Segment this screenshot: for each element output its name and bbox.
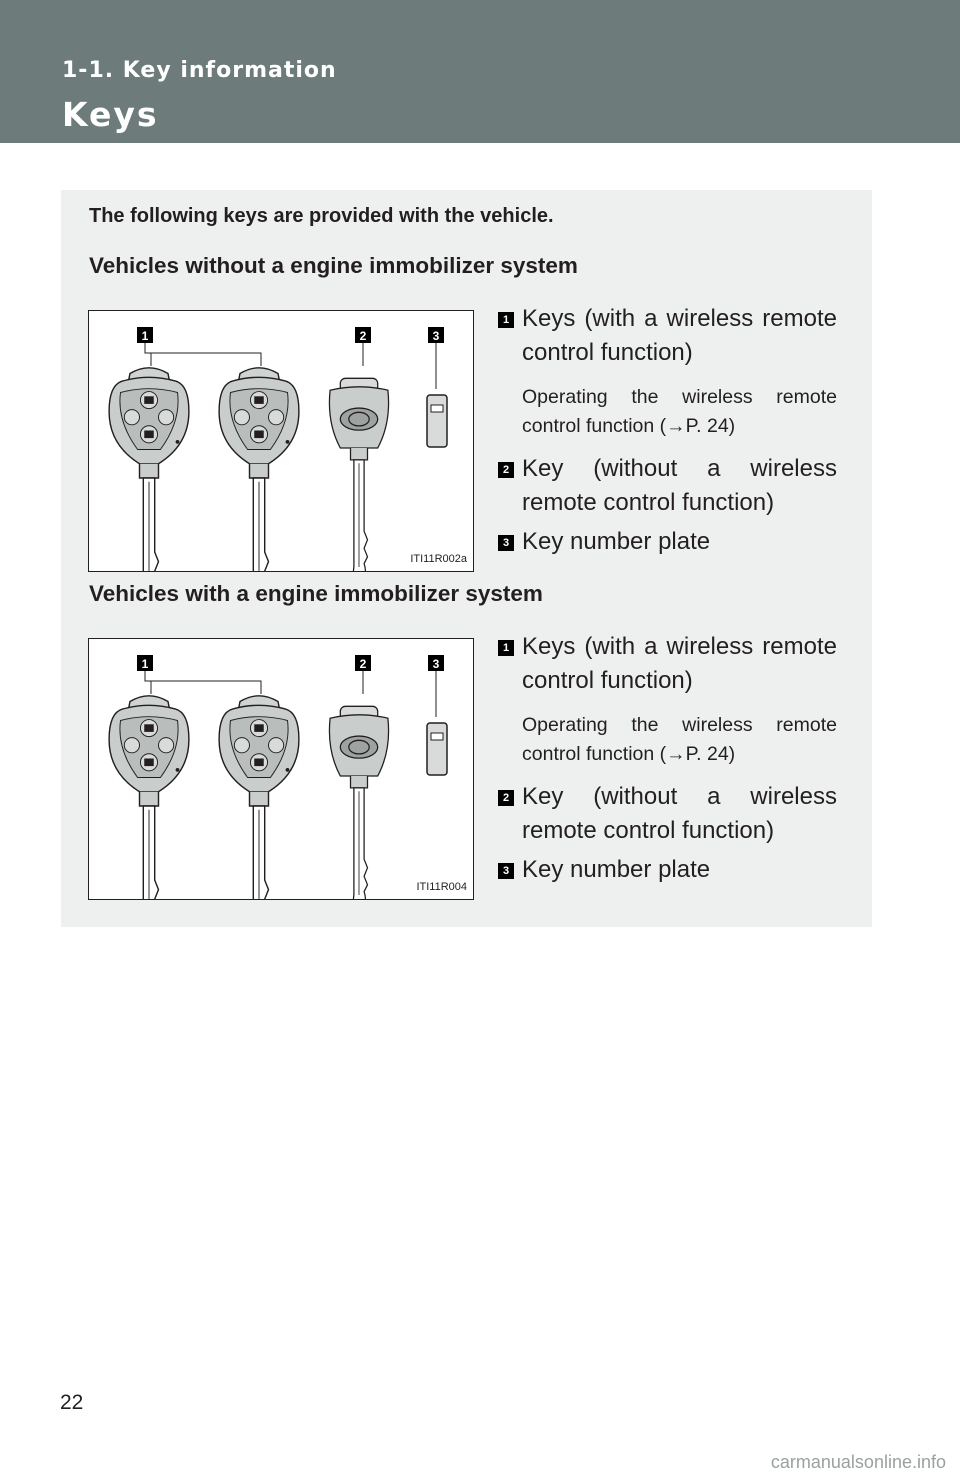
callout-label: Keys (with a wireless remote control function) (522, 305, 837, 366)
chapter-header (0, 0, 960, 143)
section-heading-without-immobilizer: Vehicles without a engine immobilizer system (89, 253, 578, 278)
badge-label-1: 1 (141, 657, 149, 671)
callout-number-2: 2 (498, 790, 514, 806)
plain-key-illustration (329, 706, 388, 899)
remote-key-1-illustration (109, 368, 189, 571)
callout-number-3: 3 (498, 535, 514, 551)
keys-illustration (89, 311, 473, 571)
callout-reference: Operating the wireless remote control function (→P. 24) (522, 386, 837, 437)
callout-label: Key (without a wireless remote control function) (522, 455, 837, 516)
keys-illustration (89, 639, 473, 899)
page-title: Keys (62, 95, 159, 134)
watermark: carmanualsonline.info (770, 1452, 946, 1472)
keys-figure-with-immobilizer (88, 638, 474, 900)
badge-label-2: 2 (359, 657, 367, 671)
figure-code: ITI11R004 (416, 881, 467, 893)
badge-label-1: 1 (141, 329, 149, 343)
page-number: 22 (60, 1391, 84, 1414)
callout-number-2: 2 (498, 462, 514, 478)
figure-code: ITI11R002a (410, 553, 467, 565)
callout-reference: Operating the wireless remote control function (→P. 24) (522, 714, 837, 765)
badge-label-2: 2 (359, 329, 367, 343)
section-label: 1-1. Key information (62, 58, 337, 83)
badge-label-3: 3 (432, 329, 440, 343)
intro-text: The following keys are provided with the vehicle. (89, 205, 554, 227)
keys-figure-without-immobilizer (88, 310, 474, 572)
section-heading-with-immobilizer: Vehicles with a engine immobilizer system (89, 581, 543, 606)
callout-label: Key (without a wireless remote control function) (522, 783, 837, 844)
callout-number-1: 1 (498, 640, 514, 656)
callout-number-3: 3 (498, 863, 514, 879)
callout-label: Keys (with a wireless remote control function) (522, 633, 837, 694)
remote-key-2-illustration (219, 696, 299, 899)
callout-label: Key number plate (522, 528, 711, 555)
plain-key-illustration (329, 378, 388, 571)
callout-label: Key number plate (522, 856, 711, 883)
badge-label-3: 3 (432, 657, 440, 671)
key-number-plate-illustration (427, 723, 447, 775)
key-number-plate-illustration (427, 395, 447, 447)
remote-key-1-illustration (109, 696, 189, 899)
callout-number-1: 1 (498, 312, 514, 328)
remote-key-2-illustration (219, 368, 299, 571)
